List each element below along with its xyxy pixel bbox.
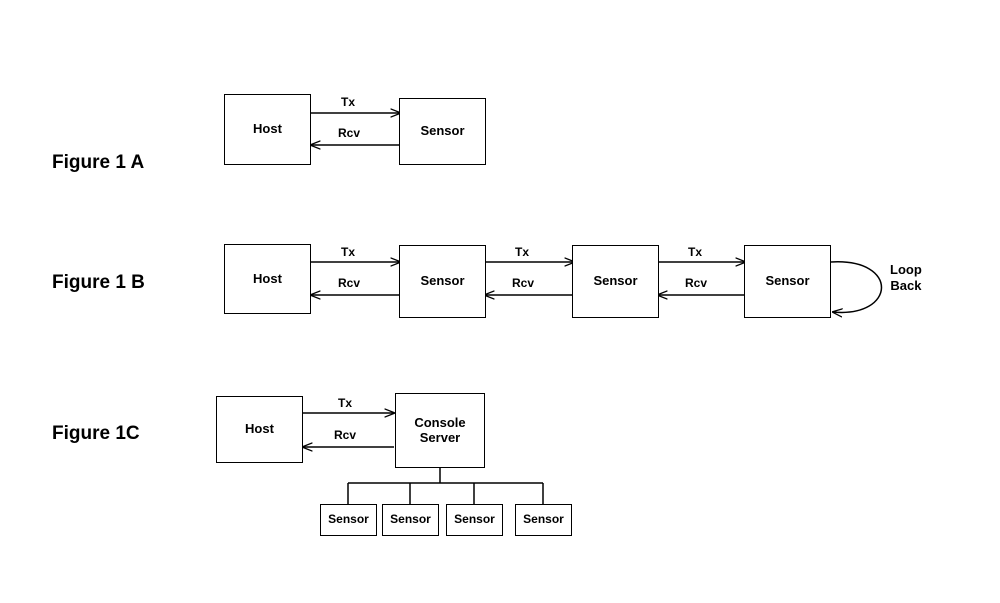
- loop-back-line-1: Loop: [890, 262, 922, 277]
- console-server-line-2: Server: [419, 429, 461, 445]
- figure-1c-sensor-3-label: Sensor: [454, 512, 495, 527]
- figure-1b-host-label: Host: [253, 270, 282, 286]
- figure-1c-host-label: Host: [245, 421, 274, 437]
- figure-1c-host-box: [216, 396, 303, 463]
- figure-1c-sensor-2-box: [382, 504, 439, 536]
- figure-1b-host-box: [224, 244, 311, 314]
- figure-1a-rcv-label: Rcv: [338, 126, 361, 140]
- figure-1b-title: Figure 1 B: [52, 272, 145, 293]
- figure-1b-rcv-1-label: Rcv: [338, 276, 361, 290]
- figure-1b-tx-1-label: Tx: [341, 245, 356, 259]
- figure-1a-sensor-box: [399, 98, 486, 165]
- figure-1a-host-label: Host: [253, 121, 282, 137]
- figure-1b-sensor-1-label: Sensor: [420, 273, 465, 289]
- figure-1b-sensor-3-box: [744, 245, 831, 318]
- figure-1c-sensor-2-label: Sensor: [390, 512, 431, 527]
- figure-1a-host-box: [224, 94, 311, 165]
- figure-1c-console-server-box: [395, 393, 485, 468]
- figure-1b-sensor-2-box: [572, 245, 659, 318]
- figure-1a-tx-label: Tx: [341, 95, 356, 109]
- console-server-line-1: Console: [414, 414, 466, 430]
- figure-1c-sensor-3-box: [446, 504, 503, 536]
- figure-1b-rcv-2-label: Rcv: [512, 276, 535, 290]
- figure-1b-tx-2-label: Tx: [515, 245, 530, 259]
- figure-1c-tx-label: Tx: [338, 396, 353, 410]
- figure-1c-sensor-1-box: [320, 504, 377, 536]
- figure-1c-sensor-4-label: Sensor: [523, 512, 564, 527]
- figure-1b-sensor-2-label: Sensor: [593, 273, 638, 289]
- loop-back-line-2: Back: [890, 277, 922, 293]
- figure-1a-title: Figure 1 A: [52, 152, 145, 173]
- figure-1c-title: Figure 1C: [52, 423, 140, 444]
- figure-1a-sensor-label: Sensor: [420, 123, 465, 139]
- figure-1c-sensor-1-label: Sensor: [328, 512, 369, 527]
- figure-1b-tx-3-label: Tx: [688, 245, 703, 259]
- figure-1c-rcv-label: Rcv: [334, 428, 357, 442]
- figure-1b-sensor-1-box: [399, 245, 486, 318]
- figure-1b-rcv-3-label: Rcv: [685, 276, 708, 290]
- figure-1c-sensor-4-box: [515, 504, 572, 536]
- figure-1b-loop-back-label: [890, 262, 922, 293]
- figure-1b-sensor-3-label: Sensor: [765, 273, 810, 289]
